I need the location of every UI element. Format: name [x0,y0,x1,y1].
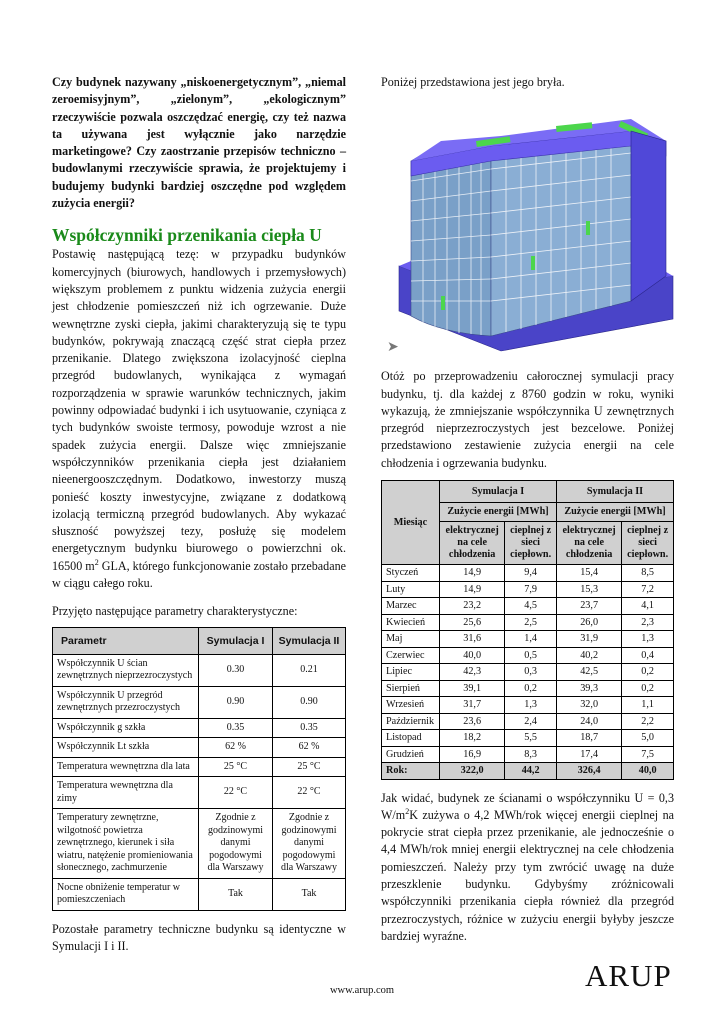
month-cell: Rok: [382,763,440,780]
param-name-cell: Nocne obniżenie temperatur w pomieszczeniach [53,878,199,910]
energy-value-cell: 5,0 [622,730,674,747]
conclusion-paragraph [381,790,674,946]
energy-value-cell: 40,0 [622,763,674,780]
energy-value-cell: 0,5 [505,647,557,664]
facade-accent-3 [586,221,590,235]
energy-value-cell: 31,7 [440,697,505,714]
energy-value-cell: 7,5 [622,746,674,763]
left-column [52,74,346,955]
param-name-cell: Współczynnik Lt szkła [53,738,199,758]
param-value-cell: 62 % [199,738,273,758]
month-cell: Luty [382,581,440,598]
energy-row [382,631,674,648]
energy-value-cell: 2,3 [622,614,674,631]
energy-value-cell: 42,3 [440,664,505,681]
building-model-image [381,101,674,356]
side-tower [631,131,666,301]
month-header: Miesiąc [382,481,440,565]
energy-value-cell: 31,9 [556,631,621,648]
facade-accent-1 [441,296,445,310]
cursor-icon: ➤ [387,340,399,356]
sim2-usage-header: Zużycie energii [MWh] [556,503,673,522]
month-cell: Sierpień [382,680,440,697]
month-cell: Marzec [382,598,440,615]
param-row [53,809,346,879]
month-cell: Lipiec [382,664,440,681]
thesis-text-a: Postawię następującą tezę: w przypadku budynków komercyjnych (biurowych, handlowych i przemysłowych) większym problemem z punktu widzenia zużycia energii jest chłodzenie pomieszczeń niż ich ogrzewanie. Duże wewnętrzne zyski ciepła, jakimi charakteryzują się te typu budynków, pokrywają znaczącą część strat ciepła przez przenikanie. Dlatego zwiększona izolacyjność cieplna przegród budowlanych, wynikająca z wymagań rozporządzenia w sprawie warunków technicznych, jakim powinny odpowiadać budynki i ich usytuowanie, czyniąca z tych budynków swoiste termosy, powoduje wzrost a nie spadek zużycia energii. Dalsze więc zmniejszanie współczynników przenikania ciepła jest działaniem nieenergooszczędnym. Dodatkowo, inwestorzy muszą ponieść koszty inwestycyjne, związane z dodatkową izolacją termiczną przegród budowlanych. Aby wykazać słuszność powyższej tezy, posłużę się modelem energetycznym budynku biurowego o powierzchni ok. 16500 m [52,247,346,573]
param-header-sim2: Symulacja II [273,627,346,654]
energy-value-cell: 8,3 [505,746,557,763]
energy-value-cell: 26,0 [556,614,621,631]
energy-value-cell: 1,3 [505,697,557,714]
sim1-header: Symulacja I [440,481,557,503]
sim2-heat-header: cieplnej z sieci ciepłown. [622,522,674,565]
energy-value-cell: 32,0 [556,697,621,714]
energy-total-row [382,763,674,780]
energy-value-cell: 25,6 [440,614,505,631]
energy-value-cell: 18,7 [556,730,621,747]
sim2-header: Symulacja II [556,481,673,503]
energy-header-row-1 [382,481,674,503]
param-name-cell: Współczynnik U ścian zewnętrznych nieprzezroczystych [53,654,199,686]
arup-logo: ARUP [585,958,672,993]
facade-accent-2 [531,256,535,270]
energy-value-cell: 2,2 [622,713,674,730]
energy-value-cell: 17,4 [556,746,621,763]
energy-value-cell: 4,5 [505,598,557,615]
energy-value-cell: 15,4 [556,565,621,582]
param-name-cell: Współczynnik g szkła [53,718,199,738]
energy-value-cell: 0,2 [622,664,674,681]
energy-value-cell: 1,3 [622,631,674,648]
energy-row [382,598,674,615]
energy-value-cell: 40,0 [440,647,505,664]
energy-value-cell: 14,9 [440,581,505,598]
energy-row [382,664,674,681]
parameters-table [52,627,346,911]
param-row [53,738,346,758]
param-row [53,757,346,777]
energy-value-cell: 39,3 [556,680,621,697]
energy-value-cell: 5,5 [505,730,557,747]
intro-question: Czy budynek nazywany „niskoenergetycznym”, „niemal zeroemisyjnym”, „zielonym”, „ekologicznym” rzeczywiście pozwala oszczędzać energię, czy też nazwa ta używana jest wyłącznie jako narzędzie marketingowe? Czy zaostrzanie przepisów techniczno – budowlanymi rzeczywiście sprawia, że projektujemy i budujemy budynki bardziej oszczędne pod względem zużycia energii? [52,75,346,211]
param-value-cell: Zgodnie z godzinowymi danymi pogodowymi dla Warszawy [199,809,273,879]
section-heading: Współczynniki przenikania ciepła U [52,225,322,246]
param-value-cell: 0.35 [199,718,273,738]
energy-table [381,480,674,780]
parameters-body [53,654,346,910]
energy-value-cell: 9,4 [505,565,557,582]
thesis-paragraph [52,246,346,592]
right-wing-facade [491,131,631,336]
param-value-cell: 0.30 [199,654,273,686]
energy-value-cell: 1,1 [622,697,674,714]
param-row [53,878,346,910]
params-intro: Przyjęto następujące parametry charakterystyczne: [52,604,298,619]
energy-value-cell: 8,5 [622,565,674,582]
param-value-cell: 0.90 [273,686,346,718]
energy-row [382,614,674,631]
energy-value-cell: 0,3 [505,664,557,681]
param-row [53,654,346,686]
energy-row [382,565,674,582]
param-name-cell: Temperatury zewnętrzne, wilgotność powietrza zewnętrznego, kierunek i siła wiatru, natężenie promieniowania słonecznego, zachmurzenie [53,809,199,879]
energy-value-cell: 24,0 [556,713,621,730]
sim2-cool-header: elektrycznej na cele chłodzenia [556,522,621,565]
param-value-cell: 0.90 [199,686,273,718]
energy-value-cell: 7,9 [505,581,557,598]
month-cell: Czerwiec [382,647,440,664]
conclusion-text-b: K zużywa o 4,2 MWh/rok więcej energii cieplnej na pokrycie strat ciepła przez przenikanie, ale jednocześnie o 4,4 MWh/rok mniej energii elektrycznej na cele chłodzenia pomieszczeń. Należy przy tym zwrócić uwagę na duże przeszklenie budynku. Gdybyśmy zróżnicowali współczynniki przenikania ciepła również dla przegród przezroczystych, różnice w zużyciu energii byłyby jeszcze bardziej wyraźne. [381,807,674,943]
conclusion-text-a: Jak widać, budynek ze ścianami o współczynniku U = 0,3 W/m [381,790,674,822]
param-header-name: Parametr [53,627,199,654]
energy-row [382,713,674,730]
simulation-paragraph: Otóż po przeprowadzeniu całorocznej symulacji pracy budynku, tj. dla każdej z 8760 godzin w roku, wyniki wykazują, że zmniejszanie współczynnika U zewnętrznych przegród nieprzezroczystych jest bezcelowe. Poniżej przedstawiono zestawienie zużycia energii na cele chłodzenia i ogrzewania budynku. [381,369,674,470]
param-row [53,777,346,809]
param-name-cell: Temperatura wewnętrzna dla zimy [53,777,199,809]
sim1-cool-header: elektrycznej na cele chłodzenia [440,522,505,565]
energy-value-cell: 18,2 [440,730,505,747]
param-value-cell: Tak [273,878,346,910]
energy-value-cell: 7,2 [622,581,674,598]
energy-value-cell: 326,4 [556,763,621,780]
month-cell: Kwiecień [382,614,440,631]
energy-value-cell: 16,9 [440,746,505,763]
energy-value-cell: 23,2 [440,598,505,615]
energy-value-cell: 2,5 [505,614,557,631]
parameters-header-row [53,627,346,654]
energy-value-cell: 0,2 [622,680,674,697]
energy-row [382,697,674,714]
param-value-cell: 62 % [273,738,346,758]
param-value-cell: 25 °C [199,757,273,777]
thesis-superscript: 2 [94,557,99,567]
month-cell: Styczeń [382,565,440,582]
energy-row [382,730,674,747]
sim1-usage-header: Zużycie energii [MWh] [440,503,557,522]
thesis-text-b: GLA, którego funkcjonowanie zostało przebadane w ciągu całego roku. [52,558,346,591]
params-outro: Pozostałe parametry techniczne budynku są identyczne w Symulacji I i II. [52,921,346,953]
month-cell: Maj [382,631,440,648]
energy-value-cell: 23,6 [440,713,505,730]
energy-row [382,746,674,763]
param-value-cell: 22 °C [199,777,273,809]
param-name-cell: Temperatura wewnętrzna dla lata [53,757,199,777]
image-caption: Poniżej przedstawiona jest jego bryła. [381,75,565,89]
param-name-cell: Współczynnik U przegród zewnętrznych przezroczystych [53,686,199,718]
energy-value-cell: 44,2 [505,763,557,780]
footer-url[interactable]: www.arup.com [329,985,395,996]
param-row [53,686,346,718]
month-cell: Wrzesień [382,697,440,714]
param-value-cell: 0.21 [273,654,346,686]
conclusion-superscript: 2 [405,806,410,816]
energy-value-cell: 0,2 [505,680,557,697]
param-value-cell: Zgodnie z godzinowymi danymi pogodowymi dla Warszawy [273,809,346,879]
sim1-heat-header: cieplnej z sieci ciepłown. [505,522,557,565]
energy-value-cell: 14,9 [440,565,505,582]
energy-value-cell: 42,5 [556,664,621,681]
month-cell: Październik [382,713,440,730]
energy-value-cell: 4,1 [622,598,674,615]
energy-row [382,581,674,598]
energy-value-cell: 31,6 [440,631,505,648]
energy-value-cell: 2,4 [505,713,557,730]
param-value-cell: 0.35 [273,718,346,738]
param-value-cell: 22 °C [273,777,346,809]
energy-value-cell: 40,2 [556,647,621,664]
energy-body [382,565,674,780]
energy-value-cell: 0,4 [622,647,674,664]
right-column [381,74,674,945]
energy-value-cell: 39,1 [440,680,505,697]
energy-value-cell: 1,4 [505,631,557,648]
param-value-cell: Tak [199,878,273,910]
param-row [53,718,346,738]
energy-value-cell: 15,3 [556,581,621,598]
energy-value-cell: 23,7 [556,598,621,615]
month-cell: Listopad [382,730,440,747]
energy-row [382,680,674,697]
param-value-cell: 25 °C [273,757,346,777]
energy-value-cell: 322,0 [440,763,505,780]
energy-row [382,647,674,664]
param-header-sim1: Symulacja I [199,627,273,654]
month-cell: Grudzień [382,746,440,763]
